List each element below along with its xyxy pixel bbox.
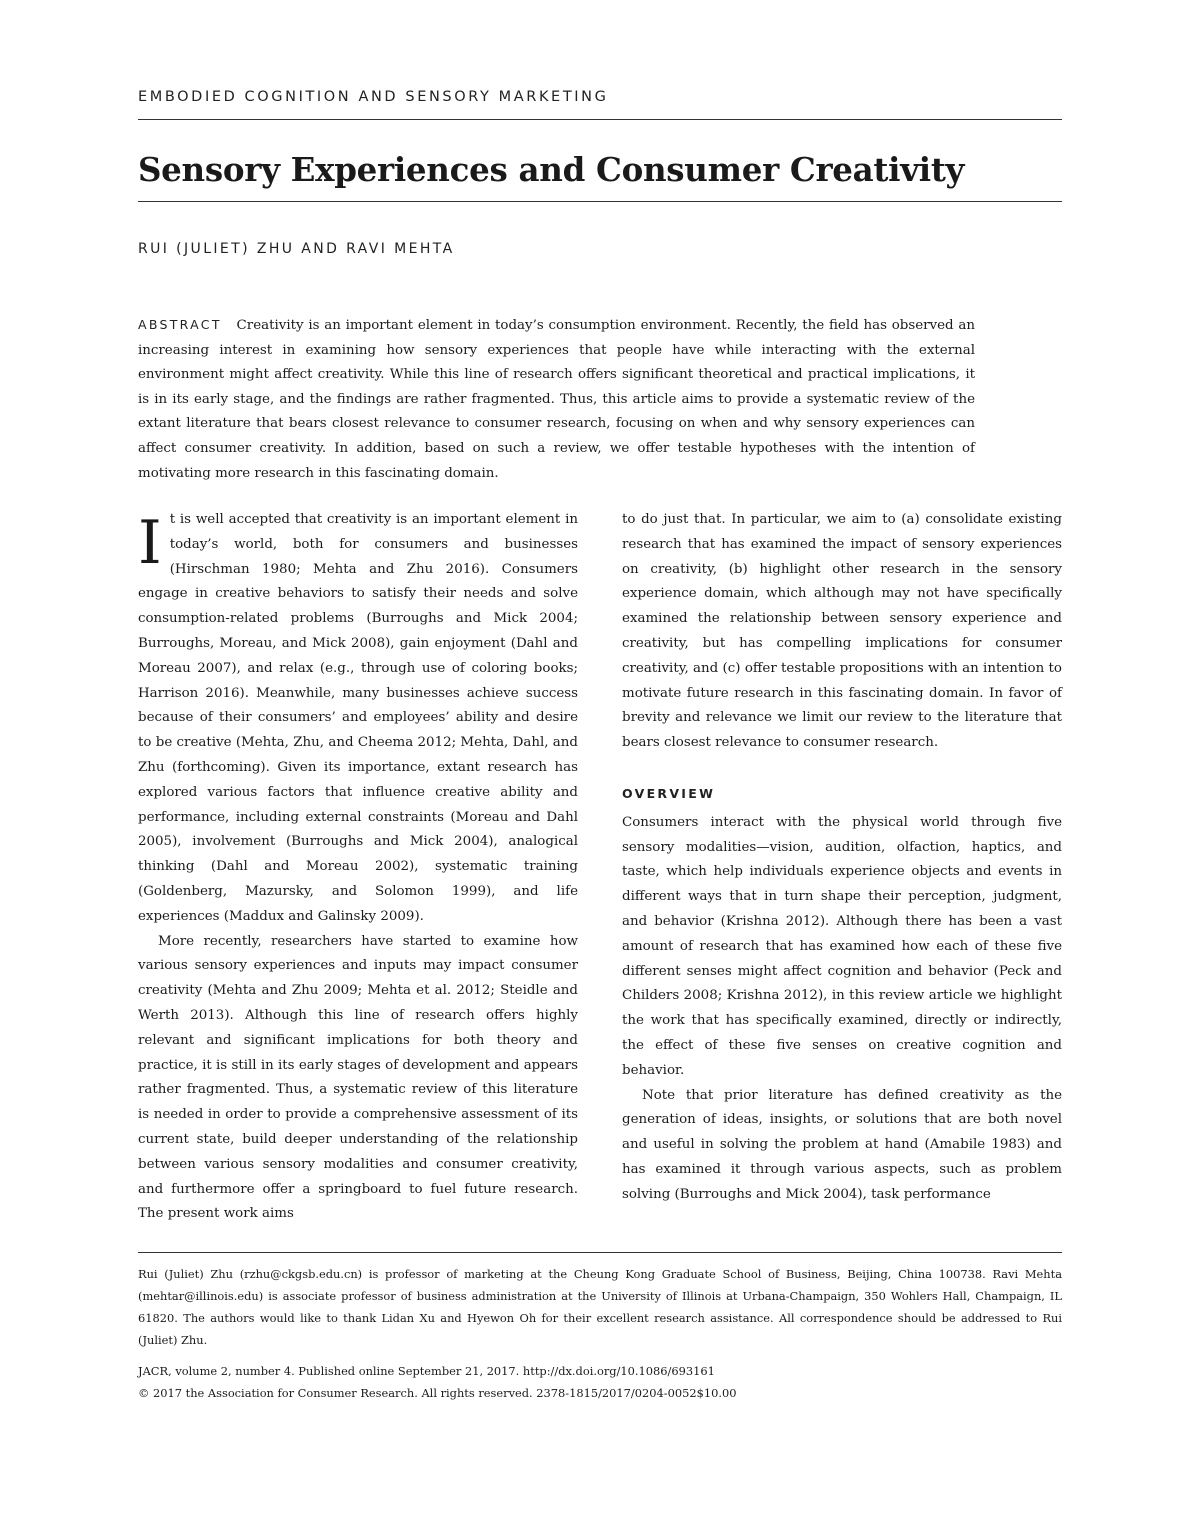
header-rule-bottom	[138, 201, 1062, 202]
abstract-text: Creativity is an important element in today’s consumption environment. Recently, the field has observed an increasing interest in examining how sensory experiences that people have while interacting with the external environment might affect creativity. While this line of research offers significant theoretical and practical implications, it is in its early stage, and the findings are rather fragmented. Thus, this article aims to provide a systematic review of the extant literature that bears closest relevance to consumer research, focusing on when and why sensory experiences can affect consumer creativity. In addition, based on such a review, we offer testable hypotheses with the intention of motivating more research in this fascinating domain.	[138, 318, 975, 481]
body-column-right	[622, 508, 1062, 1208]
body-paragraph-5: Note that prior literature has defined creativity as the generation of ideas, insights, or solutions that are both novel and useful in solving the problem at hand (Amabile 1983) and has examined it through various aspects, such as problem solving (Burroughs and Mick 2004), task performance	[622, 1087, 1062, 1202]
citation-line-2: © 2017 the Association for Consumer Research. All rights reserved. 2378-1815/2017/0204-0052$10.00	[138, 1386, 737, 1400]
author-footnote: Rui (Juliet) Zhu (rzhu@ckgsb.edu.cn) is professor of marketing at the Cheung Kong Graduate School of Business, Beijing, China 100738. Ravi Mehta (mehtar@illinois.edu) is associate professor of business administration at the University of Illinois at Urbana-Champaign, 350 Wohlers Hall, Champaign, IL 61820. The authors would like to thank Lidan Xu and Hyewon Oh for their excellent research assistance. All correspondence should be addressed to Rui (Juliet) Zhu.	[138, 1267, 1062, 1347]
abstract-label: ABSTRACT	[138, 317, 222, 332]
article-title: Sensory Experiences and Consumer Creativity	[138, 150, 965, 189]
abstract	[138, 313, 975, 486]
journal-citation	[138, 1360, 1062, 1404]
citation-line-1: JACR, volume 2, number 4. Published online September 21, 2017. http://dx.doi.org/10.1086/693161	[138, 1364, 715, 1378]
section-heading-overview: OVERVIEW	[622, 785, 716, 801]
body-column-left	[138, 508, 578, 1227]
footnote-rule	[138, 1252, 1062, 1253]
body-paragraph-2: More recently, researchers have started to examine how various sensory experiences and inputs may impact consumer creativity (Mehta and Zhu 2009; Mehta et al. 2012; Steidle and Werth 2013). Although this line of research offers highly relevant and significant implications for both theory and practice, it is still in its early stages of development and appears rather fragmented. Thus, a systematic review of this literature is needed in order to provide a comprehensive assessment of its current state, build deeper understanding of the relationship between various sensory modalities and consumer creativity, and furthermore offer a springboard to fuel future research. The present work aims	[138, 933, 578, 1222]
body-paragraph-1	[138, 508, 578, 930]
header-rule-top	[138, 119, 1062, 120]
section-label: EMBODIED COGNITION AND SENSORY MARKETING	[138, 89, 609, 105]
drop-cap: I	[138, 508, 162, 578]
body-paragraph-4: Consumers interact with the physical world through five sensory modalities—vision, audition, olfaction, haptics, and taste, which help individuals experience objects and events in different ways that in turn shape their perception, judgment, and behavior (Krishna 2012). Although there has been a vast amount of research that has examined how each of these five different senses might affect cognition and behavior (Peck and Childers 2008; Krishna 2012), in this review article we highlight the work that has specifically examined, directly or indirectly, the effect of these five senses on creative cognition and behavior.	[622, 814, 1062, 1078]
article-authors: RUI (JULIET) ZHU AND RAVI MEHTA	[138, 241, 455, 257]
body-paragraph-3: to do just that. In particular, we aim to (a) consolidate existing research that has examined the impact of sensory experiences on creativity, (b) highlight other research in the sensory experience domain, which although may not have specifically examined the relationship between sensory experience and creativity, but has compelling implications for consumer creativity, and (c) offer testable propositions with an intention to motivate future research in this fascinating domain. In favor of brevity and relevance we limit our review to the literature that bears closest relevance to consumer research.	[622, 512, 1062, 751]
paragraph-text: t is well accepted that creativity is an important element in today’s world, both for consumers and businesses (Hirschman 1980; Mehta and Zhu 2016). Consumers engage in creative behaviors to satisfy their needs and solve consumption-related problems (Burroughs and Mick 2004; Burroughs, Moreau, and Mick 2008), gain enjoyment (Dahl and Moreau 2007), and relax (e.g., through use of coloring books; Harrison 2016). Meanwhile, many businesses achieve success because of their consumers’ and employees’ ability and desire to be creative (Mehta, Zhu, and Cheema 2012; Mehta, Dahl, and Zhu (forthcoming). Given its importance, extant research has explored various factors that influence creative ability and performance, including external constraints (Moreau and Dahl 2005), involvement (Burroughs and Mick 2004), analogical thinking (Dahl and Moreau 2002), systematic training (Goldenberg, Mazursky, and Solomon 1999), and life experiences (Maddux and Galinsky 2009).	[138, 512, 578, 924]
